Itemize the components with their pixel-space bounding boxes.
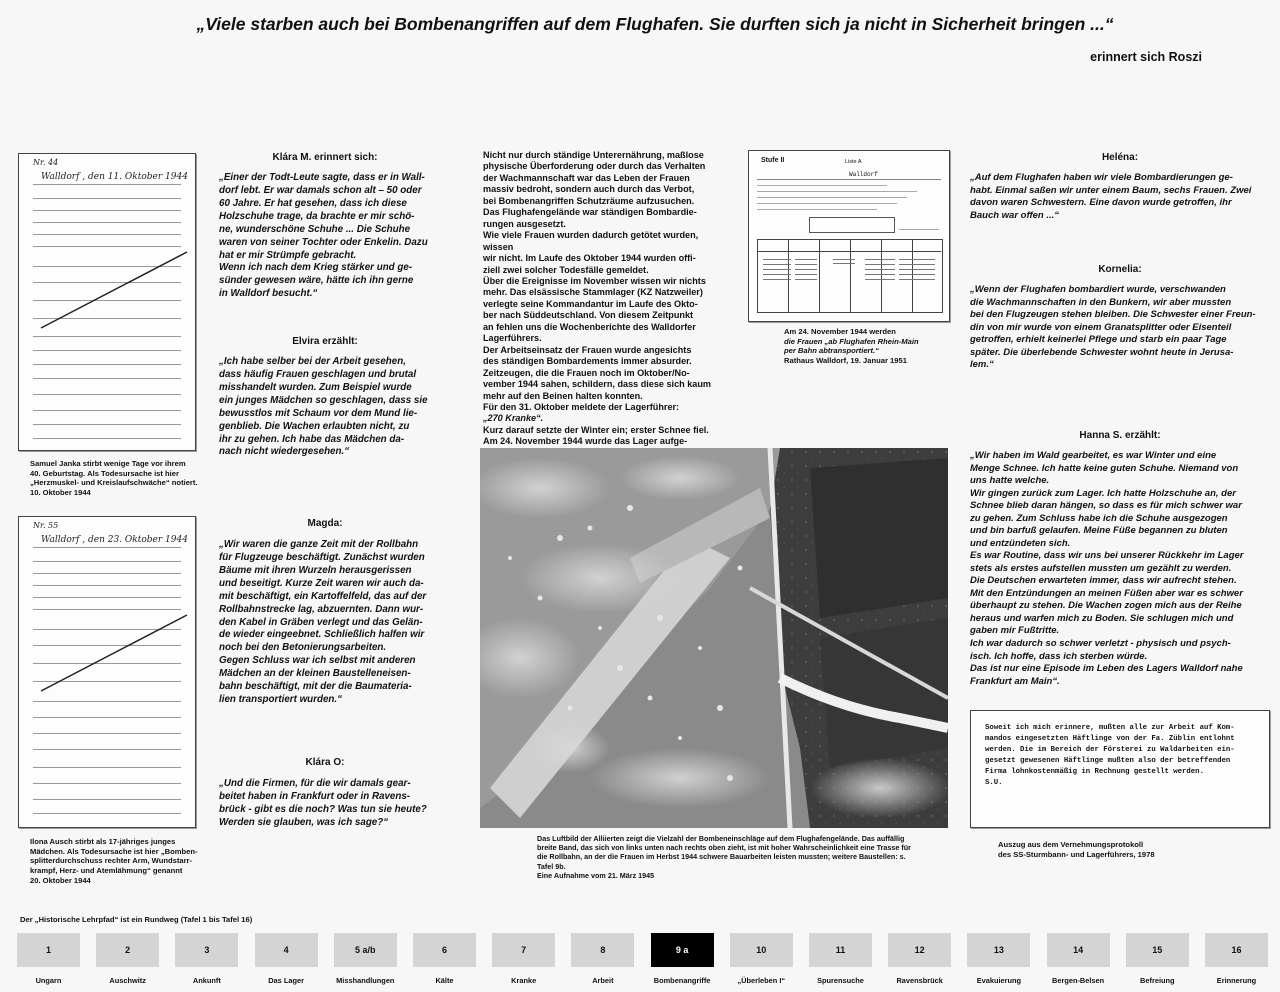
trail-panel-11-button[interactable]: 11 (809, 933, 872, 967)
trail-panel-7-label: Kranke (511, 976, 537, 985)
transport-record-caption: Am 24. November 1944 werden die Frauen „ab Flughafen Rhein-Main per Bahn abtransportiert.“ Rathaus Walldorf, 19. Januar 1951 (784, 327, 919, 366)
interrogation-protocol-document (970, 710, 1270, 828)
trail-panel-2-label: Auschwitz (109, 976, 146, 985)
trail-panel-10-label: „Überleben I“ (737, 976, 786, 985)
testimony-magda: „Wir waren die ganze Zeit mit der Rollbahn für Flugzeuge beschäftigt. Zunächst wurden Bäume mit ihren Wurzeln herausgerissen und beseitigt. Kurze Zeit waren wir auch da- mit beschäftigt, ein Kartoffelfeld, das auf der Rollbahnstrecke lag, abzuernten. Dann wur- den Kabel in Gräben verlegt und das Gelän- de wieder eingeebnet. Schließlich halfen wir noch bei den Betonierungsarbeiten. Gegen Schluss war ich selbst mit anderen Mädchen an der kleinen Baustelleneisen- bahn beschäftigt, mit der die Baumateria- lien transportiert wurden.“ (219, 539, 427, 706)
page-headline: „Viele starben auch bei Bombenangriffen auf dem Flughafen. Sie durften sich ja nicht in Sicherheit bringen ...“ (196, 14, 1114, 34)
testimony-heading-elvira: Elvira erzählt: (292, 336, 358, 347)
testimony-heading-hanna: Hanna S. erzählt: (1079, 430, 1161, 441)
trail-panel-13-button[interactable]: 13 (967, 933, 1030, 967)
trail-panel-6-button[interactable]: 6 (413, 933, 476, 967)
trail-panel-14-button[interactable]: 14 (1047, 933, 1110, 967)
testimony-heading-kornelia: Kornelia: (1098, 264, 1142, 275)
aerial-photo-image (480, 448, 948, 828)
interrogation-protocol-text: Soweit ich mich erinnere, mußten alle zur Arbeit auf Kom- mandos eingesetzten Häftlinge von der Fa. Züblin entlohnt werden. Die im Bereich der Försterei zu Waldarbeiten ein- gesetzt gewesenen Häftlinge mußten also der betreffenden Firma lohnkostenmäßig in Rechnung gestellt werden. S.U. (985, 724, 1235, 787)
trail-panel-12-button[interactable]: 12 (888, 933, 951, 967)
trail-panel-4-label: Das Lager (268, 976, 304, 985)
historical-text: Nicht nur durch ständige Unterernährung, maßlose physische Überforderung oder durch das Verhalten der Wachmannschaft war das Leben der Frauen massiv bedroht, sondern auch durch das Verbot, bei Bombenangriffen Schutzräume aufzusuchen. Das Flughafengelände war ständigen Bombardie- rungen ausgesetzt. Wie viele Frauen wurden dadurch getötet wurden, wissen wir nicht. Im Laufe des Oktober 1944 wurden offi- ziell zwei solcher Todesfälle gemeldet. Über die Ereignisse im November wissen wir nichts mehr. Das elsässische Stammlager (KZ Natzweiler) verlegte seine Kommandantur im Laufe des Okto- ber nach Süddeutschland. Von diesem Zeitpunkt an fehlen uns die Wochenberichte des Walldorfer Lagerführers. Der Arbeitseinsatz der Frauen wurde angesichts des ständigen Bombardements immer absurder. Zeitzeugen, die die Frauen noch im Oktober/No- vember 1944 sahen, schildern, dass diese sich kaum mehr auf den Beinen halten konnten. Für den 31. Oktober meldete der Lagerführer: „270 Kranke“. Kurz darauf setzte der Winter ein; erster Schnee fiel. Am 24. November 1944 wurde das Lager aufge- (483, 150, 711, 447)
trail-panel-5-button[interactable]: 5 a/b (334, 933, 397, 967)
trail-panel-9-button[interactable]: 9 a (651, 933, 714, 967)
certificate-place-date: Walldorf , den 11. Oktober 1944 (41, 172, 188, 182)
certificate-number: Nr. 44 (33, 158, 59, 167)
aerial-photo-caption: Das Luftbild der Alliierten zeigt die Vielzahl der Bombeneinschläge auf dem Flughafengelände. Das auffällig breite Band, das sich von links unten nach rechts oben zieht, ist mit hoher Wahrscheinlichkeit eine Trasse für die Rollbahn, an der die Frauen im Herbst 1944 schwere Bauarbeiten leisten mussten; weitere Baustellen: s. Tafel 9b. Eine Aufnahme vom 21. März 1945 (537, 834, 911, 880)
cancel-stroke (39, 250, 189, 330)
trail-intro: Der „Historische Lehrpfad“ ist ein Rundweg (Tafel 1 bis Tafel 16) (20, 915, 253, 924)
trail-panel-10-button[interactable]: 10 (730, 933, 793, 967)
trail-panel-11-label: Spurensuche (817, 976, 864, 985)
record-list-label: Liste A (845, 159, 862, 165)
trail-panel-3-button[interactable]: 3 (175, 933, 238, 967)
testimony-hanna: „Wir haben im Wald gearbeitet, es war Winter und eine Menge Schnee. Ich hatte keine guten Schuhe. Niemand von uns hatte welche. Wir gingen zurück zum Lager. Ich hatte Holzschuhe an, der Schnee blieb daran hängen, so dass es für mich schwer war zu gehen. Zum Schluss habe ich die Schuhe ausgezogen und bin barfuß gelaufen. Meine Füße begannen zu bluten und entzündeten sich. Es war Routine, dass wir uns bei unserer Rückkehr im Lager stets als erstes aufstellen mussten um gezählt zu werden. Die Deutschen erwarteten immer, dass wir aufrecht stehen. Mit den Entzündungen an meinen Füßen aber war es schwer überhaupt zu stehen. Die Wachen zogen mich aus der Reihe heraus und warfen mich zu Boden. Sie schlugen mich und gaben mir Fußtritte. Ich war dadurch so schwer verletzt - physisch und psych- isch. Ich hoffe, dass ich sterben würde. Das ist nur eine Episode im Leben des Lagers Walldorf nahe Frankfurt am Main“. (970, 450, 1244, 687)
cancel-stroke (39, 613, 189, 693)
certificate-number: Nr. 55 (33, 521, 59, 530)
trail-panel-4-button[interactable]: 4 (255, 933, 318, 967)
death-certificate-1 (18, 153, 196, 451)
aerial-reconnaissance-photo (480, 448, 948, 828)
testimony-klara-o: „Und die Firmen, für die wir damals gear- beitet haben in Frankfurt oder in Ravens- brück - gibt es die noch? Was tun sie heute? Werden sie glauben, was ich sage?“ (219, 778, 427, 828)
trail-panel-16-button[interactable]: 16 (1205, 933, 1268, 967)
testimony-heading-klara-m: Klára M. erinnert sich: (272, 152, 378, 163)
trail-panel-5-label: Misshandlungen (336, 976, 395, 985)
record-stage-label: Stufe II (761, 157, 785, 164)
trail-panel-12-label: Ravensbrück (896, 976, 943, 985)
trail-panel-15-label: Befreiung (1140, 976, 1175, 985)
interrogation-protocol-caption: Auszug aus dem Vernehmungsprotokoll des SS-Sturmbann- und Lagerführers, 1978 (998, 840, 1155, 859)
testimony-kornelia: „Wenn der Flughafen bombardiert wurde, verschwanden die Wachmannschaften in den Bunkern, wir aber mussten bei den Flugzeugen stehen bleiben. Die Schwester einer Freun- din von mir wurde von einem Granatsplitter oder Eisenteil getroffen, erhielt keinerlei Pflege und starb ein paar Tage später. Die überlebende Schwester wohnt heute in Jerusa- lem.“ (970, 284, 1256, 371)
trail-panel-7-button[interactable]: 7 (492, 933, 555, 967)
testimony-heading-magda: Magda: (307, 518, 343, 529)
trail-panel-3-label: Ankunft (192, 976, 221, 985)
trail-panel-8-label: Arbeit (592, 976, 614, 985)
transport-record-document (748, 150, 950, 322)
trail-panel-16-label: Erinnerung (1216, 976, 1257, 985)
trail-panel-1-button[interactable]: 1 (17, 933, 80, 967)
testimony-heading-helena: Heléna: (1101, 152, 1139, 163)
trail-panel-9-label: Bombenangriffe (653, 976, 711, 985)
trail-panel-13-label: Evakuierung (976, 976, 1022, 985)
headline-attribution: erinnert sich Roszi (1090, 50, 1202, 64)
testimony-elvira: „Ich habe selber bei der Arbeit gesehen, dass häufig Frauen geschlagen und brutal misshandelt wurden. Zum Beispiel wurde ein junges Mädchen so geschlagen, dass sie bewusstlos mit Schaum vor dem Mund lie- genblieb. Die Wachen erlaubten nicht, zu ihr zu gehen. Ich habe das Mädchen da- nach nicht wiedergesehen.“ (219, 356, 428, 458)
trail-panel-8-button[interactable]: 8 (571, 933, 634, 967)
record-place: Walldorf (849, 171, 878, 178)
trail-panel-14-label: Bergen-Belsen (1052, 976, 1105, 985)
trail-panel-6-label: Kälte (435, 976, 454, 985)
testimony-klara-m: „Einer der Todt-Leute sagte, dass er in Wall- dorf lebt. Er war damals schon alt – 50 oder 60 Jahre. Er hat gesehen, dass ich diese Holzschuhe trage, da brachte er mir schö- ne, wunderschöne Schuhe ... Die Schuhe waren von seiner Tochter oder Enkelin. Dazu hat er mir Strümpfe gebracht. Wenn ich nach dem Krieg stärker und ge- sünder gewesen wäre, hätte ich ihn gerne in Walldorf besucht.“ (219, 172, 428, 300)
testimony-helena: „Auf dem Flughafen haben wir viele Bombardierungen ge- habt. Einmal saßen wir unter einem Baum, sechs Frauen. Zwei davon waren Schwestern. Eine davon wurde getroffen, ihr Bauch war offen ...“ (970, 172, 1252, 221)
death-certificate-2-caption: Ilona Ausch stirbt als 17-jähriges junges Mädchen. Als Todesursache ist hier „Bomben- splitterdurchschuss rechter Arm, Wundstarr- krampf, Herz- und Atemlähmung“ genannt 20. Oktober 1944 (30, 837, 198, 885)
testimony-heading-klara-o: Klára O: (305, 757, 345, 768)
trail-panel-2-button[interactable]: 2 (96, 933, 159, 967)
certificate-place-date: Walldorf , den 23. Oktober 1944 (41, 535, 188, 545)
trail-panel-15-button[interactable]: 15 (1126, 933, 1189, 967)
death-certificate-1-caption: Samuel Janka stirbt wenige Tage vor ihrem 40. Geburtstag. Als Todesursache ist hier „Herzmuskel- und Kreislaufschwäche“ notiert. 10. Oktober 1944 (30, 459, 198, 498)
trail-panel-1-label: Ungarn (35, 976, 62, 985)
death-certificate-2 (18, 516, 196, 828)
